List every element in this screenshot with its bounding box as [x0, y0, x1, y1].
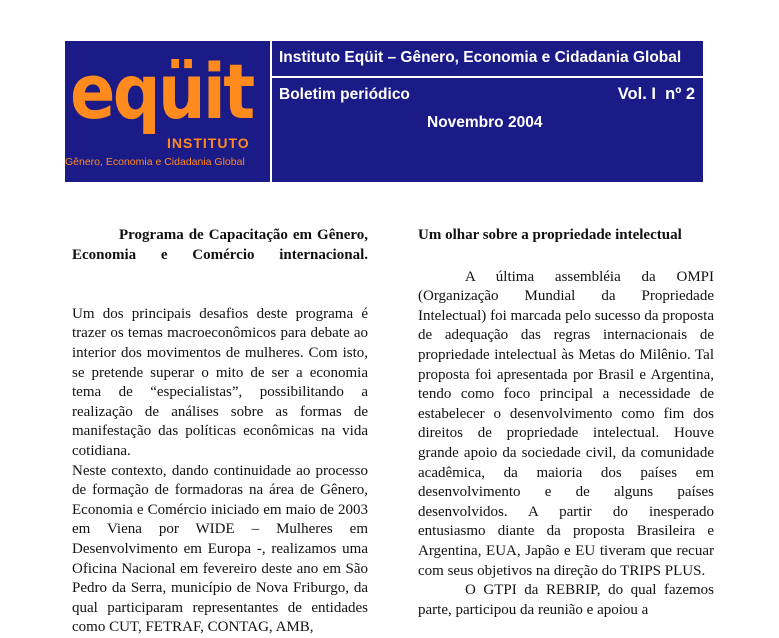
right-article-paragraph-2: O GTPI da REBRIP, do qual fazemos parte, participou da reunião e apoiou a — [418, 582, 714, 618]
logo-wordmark: eqüit — [70, 47, 253, 136]
left-article — [72, 226, 368, 638]
right-article-paragraph-1: A última assembléia da OMPI (Organização Mundial da Propriedade Intelectual) foi marcada pelo sucesso da proposta de adequação das regras internacionais de propriedade intelectual às Metas do Milênio. Tal proposta foi apresentada por Brasil e Argentina, tendo como foco principal a necessidade de estabelecer o desenvolvimento como fim dos direitos de propriedade intelectual. Houve grande apoio da sociedade civil, da comunidade acadêmica, da maioria dos países em desenvolvimento e de alguns países desenvolvidos. A partir do inesperado entusiasmo diante da proposta Brasileira e Argentina, EUA, Japão e EU tiveram que recuar com seus objetivos na direção do TRIPS PLUS. — [418, 268, 714, 579]
left-article-paragraph-2: Neste contexto, dando continuidade ao processo de formação de formadoras na área de Gênero, Economia e Comércio iniciado em maio de 2003 em Viena por WIDE – Mulheres em Desenvolvimento em Europa -, realizamos uma Oficina Nacional em fevereiro deste ano em São Pedro da Serra, município de Nova Friburgo, da qual participaram representantes de entidades como CUT, FETRAF, CONTAG, AMB, — [72, 462, 368, 636]
volume-label: Vol. I — [617, 85, 656, 103]
issue-label: nº 2 — [665, 85, 695, 103]
institute-title: Instituto Eqüit – Gênero, Economia e Cidadania Global — [279, 49, 682, 66]
logo-instituto-text: INSTITUTO — [167, 135, 250, 151]
left-article-title: Programa de Capacitação em Gênero, Economia e Comércio internacional. — [72, 227, 368, 263]
issue-date: Novembro 2004 — [427, 114, 543, 131]
right-article-title: Um olhar sobre a propriedade intelectual — [418, 227, 682, 243]
left-article-paragraph-1: Um dos principais desafios deste programa é trazer os temas macroeconômicos para debate ao interior dos movimentos de mulheres. Com isto, se pretende superar o mito de ser a economia tema de “especialistas”, possibilitando a realização de análises sobre as formas de manifestação das políticas econômicas na vida cotidiana. — [72, 305, 368, 459]
banner-divider-horizontal — [272, 76, 703, 78]
logo-tagline: Gênero, Economia e Cidadania Global — [65, 156, 245, 168]
bulletin-label: Boletim periódico — [279, 86, 410, 103]
volume-issue — [618, 85, 695, 104]
right-article — [418, 226, 714, 620]
banner-divider-vertical — [270, 41, 272, 182]
equit-logo — [65, 41, 270, 182]
header-banner — [65, 41, 703, 182]
